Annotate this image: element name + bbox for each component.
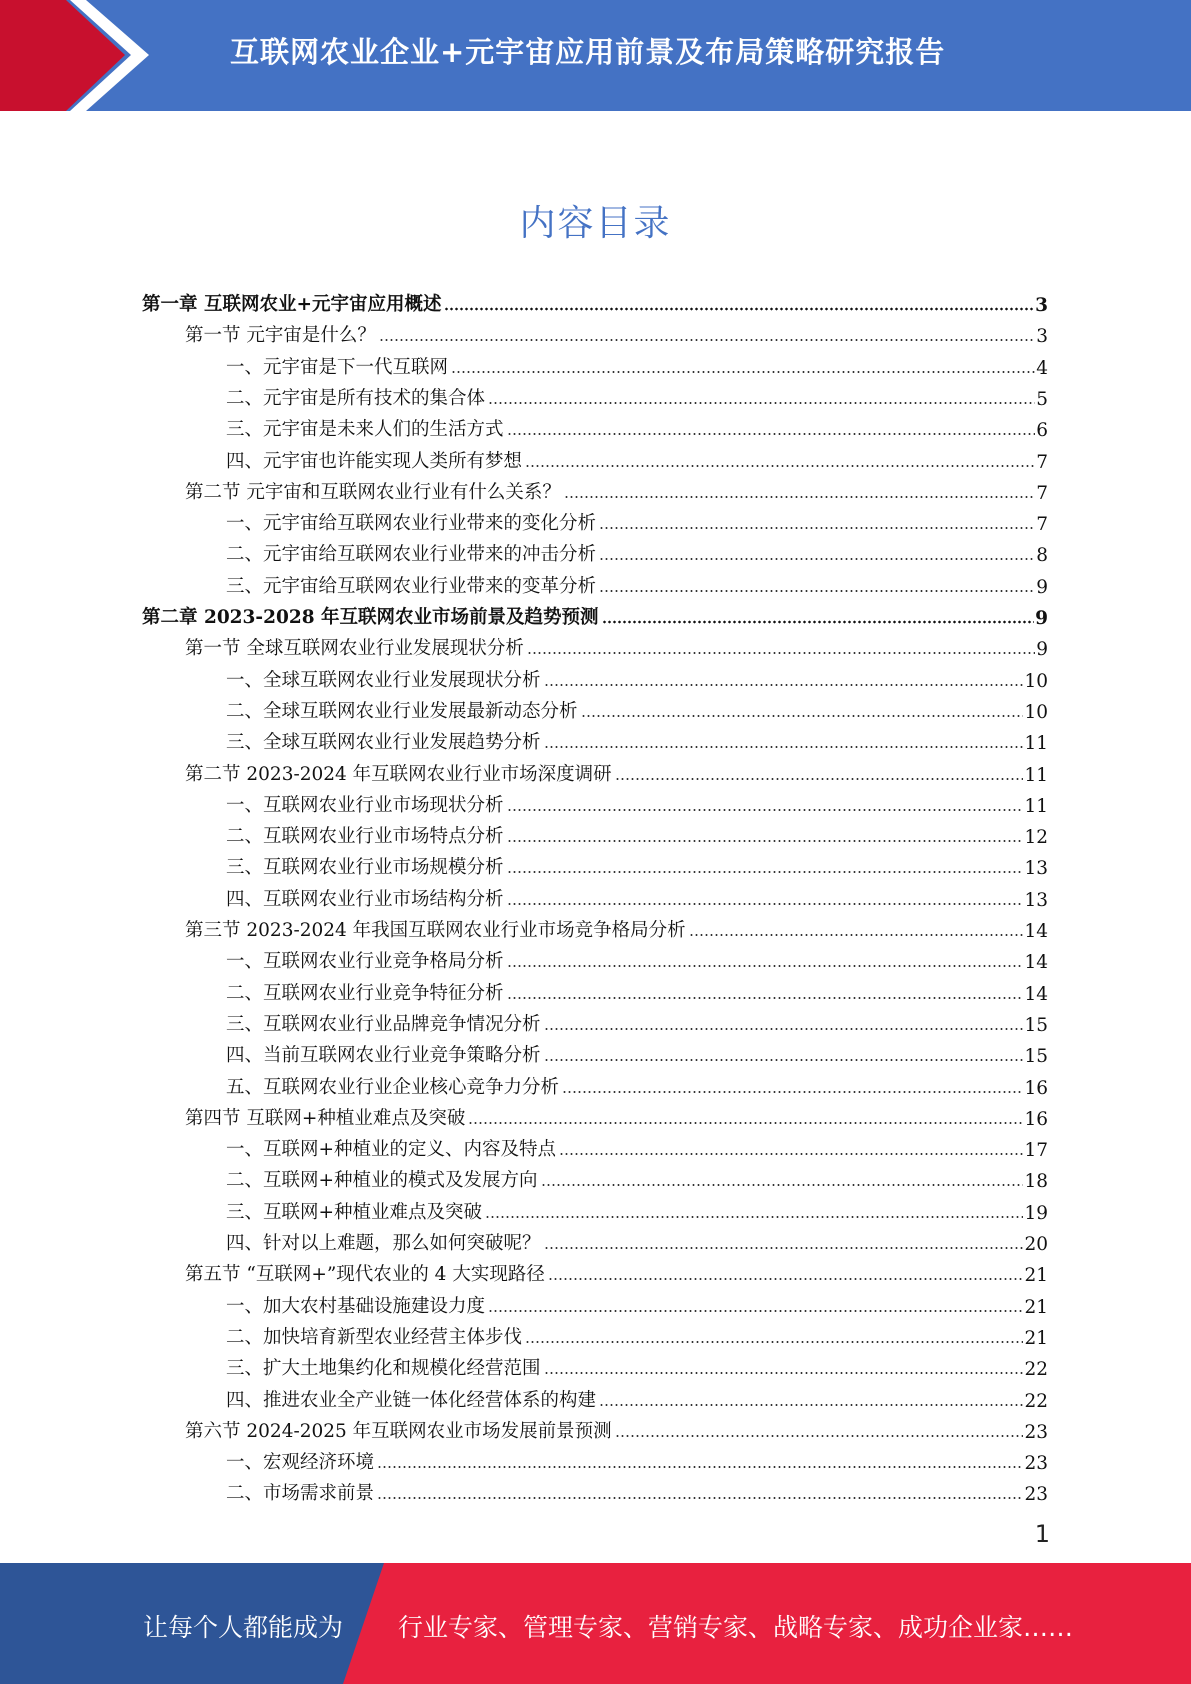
toc-entry-title: 四、当前互联网农业行业竞争策略分析 (226, 1045, 541, 1067)
toc-entry-page: 20 (1024, 1234, 1048, 1255)
toc-entry-page: 10 (1024, 701, 1048, 723)
toc-entry-title: 二、加快培育新型农业经营主体步伐 (226, 1326, 523, 1348)
toc-entry-title: 二、互联网+种植业的模式及发展方向 (226, 1170, 538, 1192)
toc-entry-page: 10 (1024, 670, 1048, 692)
toc-subsection-entry[interactable] (226, 1474, 1048, 1505)
toc-subsection-entry[interactable] (226, 1224, 1048, 1255)
toc-entry-page: 14 (1024, 952, 1048, 974)
toc-dot-leader (485, 1215, 1023, 1219)
toc-entry-page: 11 (1024, 733, 1048, 755)
toc-dot-leader (581, 714, 1024, 718)
toc-dot-leader (451, 370, 1035, 374)
toc-dot-leader (564, 495, 1035, 499)
toc-subsection-entry[interactable] (226, 348, 1048, 379)
toc-entry-title: 五、互联网农业行业企业核心竞争力分析 (226, 1076, 560, 1098)
toc-dot-leader (559, 1152, 1023, 1156)
footer-slogan-left: 让每个人都能成为 (143, 1613, 344, 1642)
toc-dot-leader (507, 870, 1024, 874)
toc-subsection-entry[interactable] (226, 786, 1048, 817)
toc-dot-leader (507, 839, 1024, 843)
toc-section-entry[interactable] (185, 911, 1048, 942)
toc-subsection-entry[interactable] (226, 848, 1048, 879)
toc-entry-page: 11 (1024, 764, 1048, 786)
toc-chapter-entry[interactable] (142, 598, 1048, 629)
toc-subsection-entry[interactable] (226, 880, 1048, 911)
toc-dot-leader (544, 683, 1024, 687)
toc-entry-title: 第一节 全球互联网农业行业发展现状分析 (185, 638, 524, 660)
toc-entry-page: 9 (1035, 608, 1048, 629)
toc-entry-title: 三、互联网+种植业难点及突破 (226, 1201, 483, 1223)
toc-entry-title: 第一节 元宇宙是什么？ (185, 325, 376, 347)
toc-subsection-entry[interactable] (226, 410, 1048, 441)
toc-subsection-entry[interactable] (226, 1443, 1048, 1474)
toc-dot-leader (562, 1090, 1023, 1094)
toc-dot-leader (615, 777, 1024, 781)
toc-entry-page: 16 (1024, 1077, 1048, 1099)
toc-subsection-entry[interactable] (226, 1381, 1048, 1412)
footer-banner (0, 1563, 1191, 1684)
toc-entry-title: 三、互联网农业行业品牌竞争情况分析 (226, 1013, 541, 1035)
toc-subsection-entry[interactable] (226, 1068, 1048, 1099)
toc-entry-title: 二、元宇宙是所有技术的集合体 (226, 387, 486, 409)
toc-subsection-entry[interactable] (226, 1193, 1048, 1224)
toc-dot-leader (507, 808, 1024, 812)
toc-dot-leader (599, 557, 1035, 561)
toc-entry-page: 18 (1024, 1171, 1048, 1193)
toc-entry-page: 9 (1036, 576, 1048, 598)
toc-entry-title: 一、互联网农业行业竞争格局分析 (226, 951, 504, 973)
toc-entry-title: 四、推进农业全产业链一体化经营体系的构建 (226, 1389, 597, 1411)
toc-dot-leader (507, 432, 1036, 436)
toc-subsection-entry[interactable] (226, 817, 1048, 848)
toc-entry-page: 6 (1036, 420, 1048, 442)
toc-entry-page: 21 (1024, 1296, 1048, 1318)
toc-subsection-entry[interactable] (226, 661, 1048, 692)
toc-entry-title: 一、互联网农业行业市场现状分析 (226, 794, 504, 816)
toc-entry-title: 第二节 元宇宙和互联网农业行业有什么关系？ (185, 481, 561, 503)
toc-subsection-entry[interactable] (226, 567, 1048, 598)
toc-dot-leader (377, 1465, 1023, 1469)
toc-section-entry[interactable] (185, 1099, 1048, 1130)
toc-dot-leader (599, 1403, 1023, 1407)
header-banner (0, 0, 1191, 111)
page-number: 1 (1034, 1520, 1050, 1548)
toc-entry-title: 三、扩大土地集约化和规模化经营范围 (226, 1358, 541, 1380)
toc-dot-leader (599, 589, 1035, 593)
toc-dot-leader (602, 620, 1035, 624)
toc-entry-page: 4 (1036, 357, 1048, 379)
toc-entry-title: 第六节 2024-2025 年互联网农业市场发展前景预测 (185, 1420, 612, 1442)
toc-entry-page: 19 (1024, 1202, 1048, 1224)
toc-entry-title: 第三节 2023-2024 年我国互联网农业行业市场竞争格局分析 (185, 920, 686, 941)
toc-entry-page: 13 (1024, 889, 1048, 911)
toc-dot-leader (544, 1246, 1024, 1250)
toc-entry-title: 一、加大农村基础设施建设力度 (226, 1295, 486, 1317)
footer-slogan-right: 行业专家、管理专家、营销专家、战略专家、成功企业家…… (398, 1613, 1074, 1642)
toc-entry-page: 7 (1036, 514, 1048, 536)
toc-entry-page: 21 (1024, 1265, 1048, 1287)
toc-entry-page: 9 (1036, 639, 1048, 661)
toc-entry-page: 8 (1036, 545, 1048, 567)
toc-dot-leader (507, 964, 1024, 968)
toc-entry-page: 22 (1024, 1390, 1048, 1412)
toc-subsection-entry[interactable] (226, 1318, 1048, 1349)
toc-dot-leader (527, 651, 1035, 655)
toc-entry-page: 21 (1024, 1327, 1048, 1349)
toc-entry-title: 二、全球互联网农业行业发展最新动态分析 (226, 700, 578, 722)
toc-subsection-entry[interactable] (226, 723, 1048, 754)
toc-dot-leader (525, 1340, 1023, 1344)
toc-entry-title: 二、市场需求前景 (226, 1483, 375, 1505)
toc-entry-title: 一、元宇宙是下一代互联网 (226, 356, 449, 378)
toc-entry-title: 一、全球互联网农业行业发展现状分析 (226, 669, 541, 691)
toc-dot-leader (488, 401, 1035, 405)
toc-entry-title: 四、互联网农业行业市场结构分析 (226, 888, 504, 910)
toc-subsection-entry[interactable] (226, 1349, 1048, 1380)
toc-entry-title: 一、宏观经济环境 (226, 1452, 375, 1474)
toc-entry-page: 12 (1024, 827, 1048, 849)
toc-entry-page: 7 (1036, 482, 1048, 504)
toc-entry-page: 23 (1024, 1484, 1048, 1506)
toc-dot-leader (544, 1371, 1024, 1375)
toc-entry-title: 三、元宇宙是未来人们的生活方式 (226, 419, 504, 441)
toc-entry-page: 23 (1024, 1421, 1048, 1443)
toc-dot-leader (379, 338, 1035, 342)
toc-entry-page: 7 (1036, 451, 1048, 473)
toc-entry-title: 第五节 “互联网+”现代农业的 4 大实现路径 (185, 1264, 545, 1286)
toc-subsection-entry[interactable] (226, 442, 1048, 473)
toc-section-entry[interactable] (185, 755, 1048, 786)
toc-dot-leader (444, 307, 1034, 311)
toc-section-entry[interactable] (185, 629, 1048, 660)
toc-entry-title: 四、元宇宙也许能实现人类所有梦想 (226, 450, 523, 472)
toc-entry-title: 第二章 2023-2028 年互联网农业市场前景及趋势预测 (142, 607, 599, 628)
toc-entry-page: 15 (1024, 1014, 1048, 1036)
toc-section-entry[interactable] (185, 473, 1048, 504)
toc-entry-title: 四、针对以上难题，那么如何突破呢？ (226, 1233, 541, 1254)
toc-dot-leader (544, 1058, 1024, 1062)
toc-entry-page: 14 (1024, 983, 1048, 1005)
toc-entry-title: 一、元宇宙给互联网农业行业带来的变化分析 (226, 513, 597, 535)
toc-dot-leader (599, 526, 1035, 530)
toc-dot-leader (689, 933, 1024, 937)
toc-entry-title: 第一章 互联网农业+元宇宙应用概述 (142, 294, 442, 315)
toc-entry-title: 二、元宇宙给互联网农业行业带来的冲击分析 (226, 544, 597, 566)
toc-entry-page: 3 (1036, 326, 1048, 348)
toc-section-entry[interactable] (185, 1255, 1048, 1286)
toc-dot-leader (544, 1027, 1024, 1031)
toc-entry-page: 15 (1024, 1046, 1048, 1068)
toc-subsection-entry[interactable] (226, 1005, 1048, 1036)
toc-entry-page: 17 (1024, 1140, 1048, 1162)
toc-entry-page: 13 (1024, 858, 1048, 880)
toc-entry-page: 23 (1024, 1453, 1048, 1475)
toc-entry-page: 16 (1024, 1108, 1048, 1130)
report-title: 互联网农业企业+元宇宙应用前景及布局策略研究报告 (230, 35, 946, 69)
toc-dot-leader (548, 1277, 1024, 1281)
toc-entry-title: 一、互联网+种植业的定义、内容及特点 (226, 1139, 557, 1161)
toc-dot-leader (525, 464, 1035, 468)
toc-dot-leader (468, 1121, 1023, 1125)
toc-subsection-entry[interactable] (226, 379, 1048, 410)
toc-subsection-entry[interactable] (226, 1036, 1048, 1067)
toc-subsection-entry[interactable] (226, 1130, 1048, 1161)
header-chevron-decoration (0, 0, 160, 111)
toc-heading: 内容目录 (519, 203, 672, 244)
toc-subsection-entry[interactable] (226, 535, 1048, 566)
toc-entry-title: 二、互联网农业行业市场特点分析 (226, 826, 504, 848)
toc-entry-title: 第四节 互联网+种植业难点及突破 (185, 1107, 466, 1129)
toc-entry-page: 11 (1024, 795, 1048, 817)
toc-dot-leader (507, 996, 1024, 1000)
toc-subsection-entry[interactable] (226, 974, 1048, 1005)
toc-dot-leader (615, 1434, 1024, 1438)
toc-entry-title: 第二节 2023-2024 年互联网农业行业市场深度调研 (185, 763, 612, 785)
toc-entry-page: 5 (1036, 388, 1048, 410)
toc-subsection-entry[interactable] (226, 504, 1048, 535)
toc-entry-page: 14 (1024, 921, 1048, 942)
toc-dot-leader (541, 1183, 1024, 1187)
toc-subsection-entry[interactable] (226, 692, 1048, 723)
toc-entry-title: 三、互联网农业行业市场规模分析 (226, 857, 504, 879)
toc-section-entry[interactable] (185, 1412, 1048, 1443)
toc-dot-leader (488, 1309, 1023, 1313)
toc-subsection-entry[interactable] (226, 1287, 1048, 1318)
toc-dot-leader (544, 745, 1024, 749)
toc-dot-leader (507, 902, 1024, 906)
toc-entry-title: 三、元宇宙给互联网农业行业带来的变革分析 (226, 575, 597, 597)
toc-entry-title: 三、全球互联网农业行业发展趋势分析 (226, 732, 541, 754)
toc-chapter-entry[interactable] (142, 285, 1048, 316)
toc-section-entry[interactable] (185, 316, 1048, 347)
toc-entry-page: 3 (1035, 295, 1048, 316)
toc-subsection-entry[interactable] (226, 1161, 1048, 1192)
toc-entry-title: 二、互联网农业行业竞争特征分析 (226, 982, 504, 1004)
toc-dot-leader (377, 1496, 1023, 1500)
toc-subsection-entry[interactable] (226, 942, 1048, 973)
toc-entry-page: 22 (1024, 1359, 1048, 1381)
